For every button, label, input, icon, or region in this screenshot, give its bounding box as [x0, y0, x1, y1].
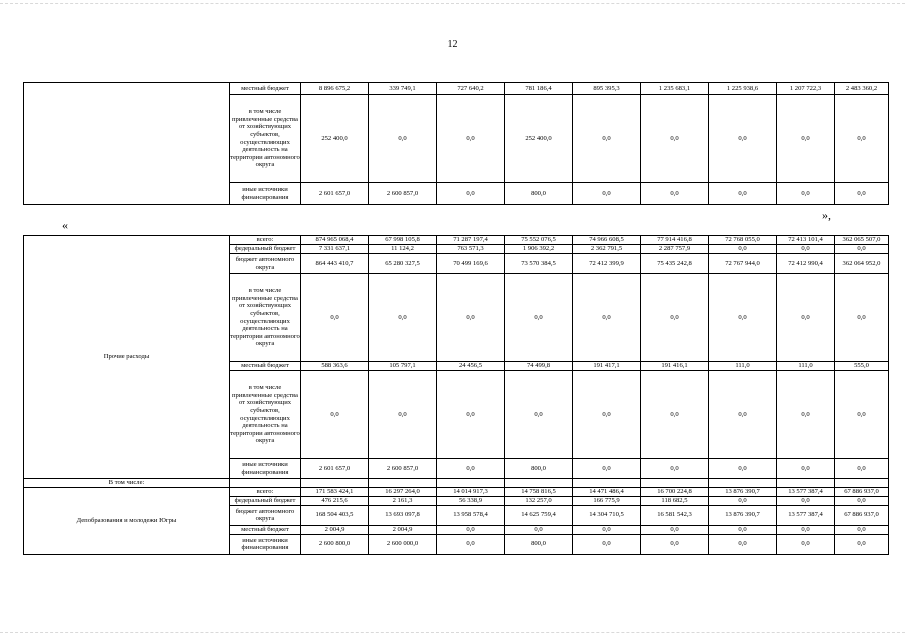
value-cell: 0,0: [777, 95, 835, 183]
value-cell: 339 749,1: [369, 83, 437, 95]
value-cell: 0,0: [573, 534, 641, 554]
value-cell: 16 581 542,3: [641, 505, 709, 525]
value-cell: 0,0: [369, 371, 437, 459]
value-cell: 0,0: [573, 371, 641, 459]
value-cell: 0,0: [835, 183, 889, 205]
value-cell: 0,0: [709, 183, 777, 205]
table-row: [24, 236, 889, 245]
value-cell: 0,0: [835, 534, 889, 554]
row-label: бюджет автономного округа: [230, 505, 301, 525]
value-cell: 0,0: [437, 183, 505, 205]
section-name: Прочие расходы: [24, 236, 230, 479]
scan-bottom-edge: [0, 632, 905, 633]
value-cell: 0,0: [573, 459, 641, 479]
value-cell: 0,0: [573, 183, 641, 205]
value-cell: 166 775,9: [573, 496, 641, 505]
value-cell: 72 413 101,4: [777, 236, 835, 245]
table-row: [24, 487, 889, 496]
table-main: [23, 235, 889, 555]
close-quote: »,: [822, 208, 831, 222]
value-cell: 171 583 424,1: [301, 487, 369, 496]
value-cell: 0,0: [835, 459, 889, 479]
value-cell: 0,0: [505, 371, 573, 459]
value-cell: 0,0: [301, 274, 369, 362]
value-cell: 75 435 242,8: [641, 254, 709, 274]
value-cell: 14 625 759,4: [505, 505, 573, 525]
value-cell: 0,0: [573, 274, 641, 362]
row-label: иные источники финансирования: [230, 534, 301, 554]
value-cell: 588 363,6: [301, 362, 369, 371]
value-cell: 0,0: [777, 245, 835, 254]
value-cell: 191 417,1: [573, 362, 641, 371]
value-cell: 0,0: [505, 274, 573, 362]
value-cell: 476 215,6: [301, 496, 369, 505]
value-cell: 0,0: [641, 183, 709, 205]
value-cell: 24 456,5: [437, 362, 505, 371]
value-cell: 73 570 384,5: [505, 254, 573, 274]
value-cell: 0,0: [777, 525, 835, 534]
value-cell: 105 797,1: [369, 362, 437, 371]
value-cell: 0,0: [437, 525, 505, 534]
value-cell: 13 577 387,4: [777, 487, 835, 496]
row-label: федеральный бюджет: [230, 245, 301, 254]
value-cell: 0,0: [437, 95, 505, 183]
value-cell: 0,0: [777, 459, 835, 479]
section-name: Депобразования и молодежи Югры: [24, 487, 230, 554]
value-cell: 72 412 399,9: [573, 254, 641, 274]
value-cell: 2 287 757,9: [641, 245, 709, 254]
value-cell: 0,0: [301, 371, 369, 459]
value-cell: 0,0: [641, 459, 709, 479]
value-cell: 132 257,0: [505, 496, 573, 505]
value-cell: 2 600 800,0: [301, 534, 369, 554]
value-cell: 65 280 327,5: [369, 254, 437, 274]
value-cell: 0,0: [835, 525, 889, 534]
value-cell: 0,0: [641, 534, 709, 554]
value-cell: 0,0: [835, 496, 889, 505]
value-cell: 2 600 857,0: [369, 183, 437, 205]
value-cell: 2 161,3: [369, 496, 437, 505]
row-label: федеральный бюджет: [230, 496, 301, 505]
subheader-label: В том числе:: [24, 479, 230, 488]
value-cell: 72 412 990,4: [777, 254, 835, 274]
value-cell: 0,0: [369, 95, 437, 183]
row-label: в том числе привлеченные средства от хозяйствующих субъектов, осуществляющих деятельность на территории автономного округа: [230, 274, 301, 362]
row-label: всего:: [230, 236, 301, 245]
value-cell: 0,0: [641, 95, 709, 183]
value-cell: 0,0: [505, 525, 573, 534]
value-cell: 2 600 000,0: [369, 534, 437, 554]
value-cell: 72 768 055,0: [709, 236, 777, 245]
row-label: в том числе привлеченные средства от хозяйствующих субъектов, осуществляющих деятельность на территории автономного округа: [230, 371, 301, 459]
row-label: местный бюджет: [230, 525, 301, 534]
value-cell: 13 693 097,8: [369, 505, 437, 525]
value-cell: 0,0: [709, 534, 777, 554]
value-cell: 0,0: [709, 371, 777, 459]
value-cell: 0,0: [709, 274, 777, 362]
value-cell: 1 225 938,6: [709, 83, 777, 95]
value-cell: 555,0: [835, 362, 889, 371]
row-label: иные источники финансирования: [230, 459, 301, 479]
value-cell: 191 416,1: [641, 362, 709, 371]
value-cell: 362 065 507,0: [835, 236, 889, 245]
value-cell: 0,0: [777, 534, 835, 554]
value-cell: 14 758 816,5: [505, 487, 573, 496]
value-cell: 1 235 683,1: [641, 83, 709, 95]
table-continuation: [23, 82, 889, 205]
value-cell: 727 640,2: [437, 83, 505, 95]
value-cell: 0,0: [437, 371, 505, 459]
value-cell: 0,0: [709, 245, 777, 254]
value-cell: 56 338,9: [437, 496, 505, 505]
value-cell: 67 886 937,0: [835, 505, 889, 525]
value-cell: 763 571,3: [437, 245, 505, 254]
value-cell: 111,0: [709, 362, 777, 371]
value-cell: 67 886 937,0: [835, 487, 889, 496]
value-cell: 2 004,9: [369, 525, 437, 534]
empty-name-cell: [24, 83, 230, 205]
value-cell: 11 124,2: [369, 245, 437, 254]
value-cell: 70 499 169,6: [437, 254, 505, 274]
value-cell: 0,0: [835, 371, 889, 459]
row-label: местный бюджет: [230, 83, 301, 95]
value-cell: 2 600 857,0: [369, 459, 437, 479]
value-cell: 0,0: [709, 525, 777, 534]
value-cell: 800,0: [505, 534, 573, 554]
value-cell: 77 914 416,8: [641, 236, 709, 245]
value-cell: 781 186,4: [505, 83, 573, 95]
table-row: [24, 83, 889, 95]
value-cell: 13 958 578,4: [437, 505, 505, 525]
value-cell: 0,0: [709, 496, 777, 505]
subheader-row: [24, 479, 889, 488]
value-cell: 1 207 722,3: [777, 83, 835, 95]
value-cell: 118 682,5: [641, 496, 709, 505]
value-cell: 13 876 390,7: [709, 505, 777, 525]
value-cell: 2 004,9: [301, 525, 369, 534]
value-cell: 895 395,3: [573, 83, 641, 95]
value-cell: 2 601 657,0: [301, 183, 369, 205]
value-cell: 111,0: [777, 362, 835, 371]
row-label: всего:: [230, 487, 301, 496]
value-cell: 0,0: [437, 274, 505, 362]
value-cell: 75 552 076,5: [505, 236, 573, 245]
value-cell: 0,0: [641, 525, 709, 534]
value-cell: 0,0: [573, 95, 641, 183]
value-cell: 362 064 952,0: [835, 254, 889, 274]
value-cell: 13 876 390,7: [709, 487, 777, 496]
value-cell: 0,0: [835, 274, 889, 362]
value-cell: 252 400,0: [505, 95, 573, 183]
value-cell: 74 499,8: [505, 362, 573, 371]
value-cell: 874 965 068,4: [301, 236, 369, 245]
value-cell: 0,0: [709, 95, 777, 183]
value-cell: 0,0: [437, 534, 505, 554]
value-cell: 16 700 224,8: [641, 487, 709, 496]
value-cell: 0,0: [573, 525, 641, 534]
value-cell: 74 966 608,5: [573, 236, 641, 245]
value-cell: 1 906 392,2: [505, 245, 573, 254]
page-number: 12: [447, 39, 458, 50]
value-cell: 72 767 944,0: [709, 254, 777, 274]
value-cell: 7 331 637,1: [301, 245, 369, 254]
value-cell: 864 443 410,7: [301, 254, 369, 274]
value-cell: 0,0: [709, 459, 777, 479]
value-cell: 2 362 791,5: [573, 245, 641, 254]
value-cell: 8 896 675,2: [301, 83, 369, 95]
value-cell: 16 297 264,0: [369, 487, 437, 496]
value-cell: 0,0: [835, 245, 889, 254]
value-cell: 0,0: [641, 371, 709, 459]
value-cell: 800,0: [505, 459, 573, 479]
row-label: местный бюджет: [230, 362, 301, 371]
value-cell: 0,0: [369, 274, 437, 362]
value-cell: 0,0: [777, 496, 835, 505]
value-cell: 0,0: [777, 183, 835, 205]
value-cell: 2 483 360,2: [835, 83, 889, 95]
value-cell: 800,0: [505, 183, 573, 205]
row-label: в том числе привлеченные средства от хозяйствующих субъектов, осуществляющих деятельность на территории автономного округа: [230, 95, 301, 183]
value-cell: 14 304 710,5: [573, 505, 641, 525]
value-cell: 0,0: [777, 371, 835, 459]
value-cell: 0,0: [641, 274, 709, 362]
value-cell: 67 998 105,8: [369, 236, 437, 245]
value-cell: 0,0: [437, 459, 505, 479]
value-cell: 14 014 917,3: [437, 487, 505, 496]
value-cell: 71 287 197,4: [437, 236, 505, 245]
value-cell: 13 577 387,4: [777, 505, 835, 525]
value-cell: 0,0: [777, 274, 835, 362]
row-label: бюджет автономного округа: [230, 254, 301, 274]
value-cell: 14 471 486,4: [573, 487, 641, 496]
scan-top-edge: [0, 3, 905, 4]
value-cell: 168 504 403,5: [301, 505, 369, 525]
value-cell: 2 601 657,0: [301, 459, 369, 479]
value-cell: 252 400,0: [301, 95, 369, 183]
row-label: иные источники финансирования: [230, 183, 301, 205]
value-cell: 0,0: [835, 95, 889, 183]
open-quote: «: [62, 218, 68, 232]
